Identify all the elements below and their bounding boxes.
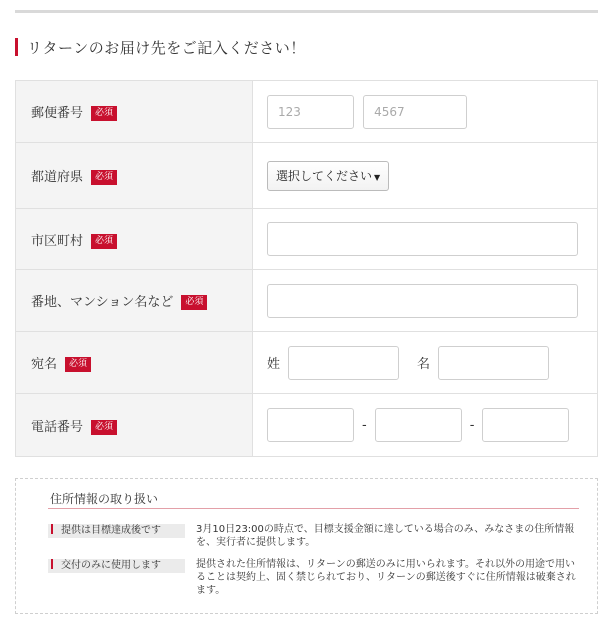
address-handling-notes <box>15 478 598 614</box>
city-field-cell <box>253 209 598 270</box>
prefecture-label-cell <box>16 143 253 209</box>
note-marker <box>51 524 53 534</box>
postal-code-second-input[interactable]: 4567 <box>363 95 467 129</box>
section-heading <box>15 37 306 57</box>
phone-field-cell <box>253 394 598 457</box>
recipient-label-cell <box>16 332 253 394</box>
city-label-cell <box>16 209 253 270</box>
postal-code-first-input[interactable]: 123 <box>267 95 354 129</box>
required-badge: 必須 <box>91 234 117 249</box>
top-divider <box>15 10 598 13</box>
phone-first-input[interactable] <box>267 408 354 442</box>
address-label: 番地、マンション名など <box>31 295 174 310</box>
form-row-recipient <box>16 332 598 394</box>
first-name-input[interactable] <box>438 346 549 380</box>
phone-second-input[interactable] <box>375 408 462 442</box>
notes-divider <box>48 508 579 509</box>
form-row-phone <box>16 394 598 457</box>
required-badge: 必須 <box>65 357 91 372</box>
required-badge: 必須 <box>91 170 117 185</box>
prefecture-select[interactable] <box>267 161 389 191</box>
prefecture-select-value: 選択してください <box>276 168 373 183</box>
note-label-text: 提供は目標達成後です <box>61 525 161 536</box>
note-label-timing <box>48 524 185 538</box>
form-row-prefecture <box>16 143 598 209</box>
address-field-cell <box>253 270 598 332</box>
note-text-timing: 3月10日23:00の時点で、目標支援金額に達している場合のみ、みなさまの住所情報を、実行者に提供します。 <box>196 524 575 548</box>
recipient-field-cell <box>253 332 598 394</box>
note-label-text: 交付のみに使用します <box>61 560 161 571</box>
form-row-postal <box>16 81 598 143</box>
address-input[interactable] <box>267 284 578 318</box>
required-badge: 必須 <box>181 295 207 310</box>
last-name-label: 姓 <box>267 357 281 372</box>
postal-label-cell <box>16 81 253 143</box>
address-form <box>15 80 598 457</box>
form-row-city <box>16 209 598 270</box>
phone-label-cell <box>16 394 253 457</box>
recipient-label: 宛名 <box>31 357 58 372</box>
note-marker <box>51 559 53 569</box>
notes-heading: 住所情報の取り扱い <box>50 492 159 506</box>
postal-field-cell <box>253 81 598 143</box>
phone-third-input[interactable] <box>482 408 569 442</box>
heading-accent-bar <box>15 38 18 56</box>
section-title-text: リターンのお届け先をご記入ください！ <box>27 38 306 57</box>
city-label: 市区町村 <box>31 233 84 249</box>
city-input[interactable] <box>267 222 578 256</box>
prefecture-label: 都道府県 <box>31 170 84 185</box>
note-label-usage <box>48 559 185 573</box>
required-badge: 必須 <box>91 420 117 435</box>
note-text-usage: 提供された住所情報は、リターンの郵送のみに用いられます。それ以外の用途で用いることは契約上、固く禁じられており、リターンの郵送後すぐに住所情報は破棄されます。 <box>196 559 576 596</box>
phone-separator: - <box>362 417 367 433</box>
first-name-label: 名 <box>417 357 431 372</box>
prefecture-field-cell <box>253 143 598 209</box>
chevron-down-icon: ▼ <box>374 172 381 182</box>
address-label-cell <box>16 270 253 332</box>
phone-label: 電話番号 <box>31 419 84 435</box>
last-name-input[interactable] <box>288 346 399 380</box>
phone-separator: - <box>469 417 475 433</box>
postal-label: 郵便番号 <box>31 106 84 121</box>
form-row-address <box>16 270 598 332</box>
required-badge: 必須 <box>91 106 117 121</box>
